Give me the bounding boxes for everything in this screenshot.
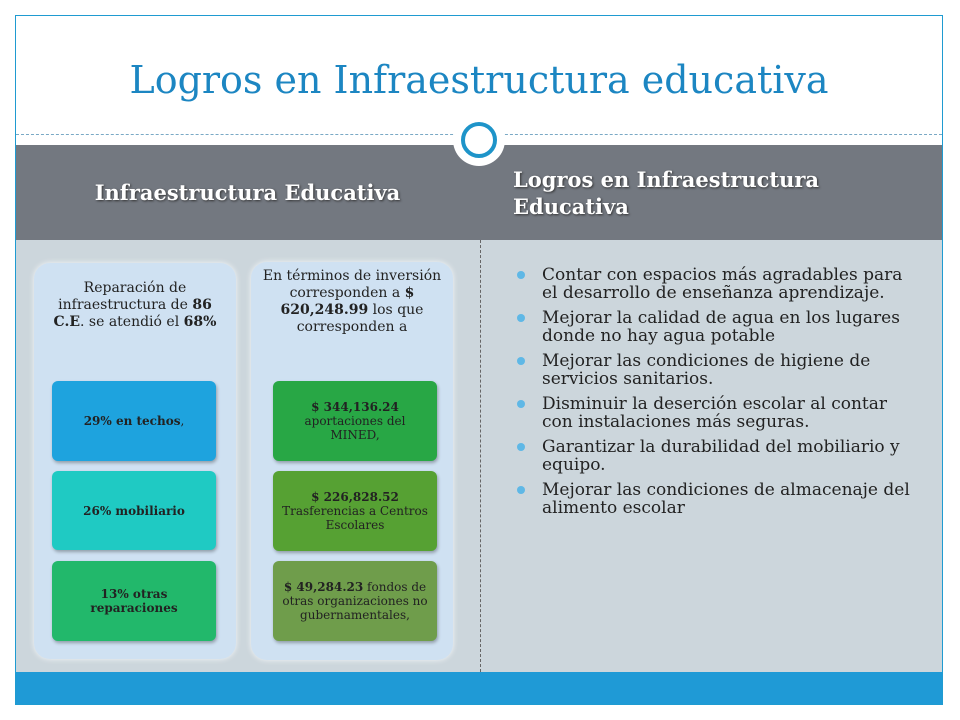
repair-item-label: 29% en techos: [83, 414, 181, 428]
investment-item-desc: Trasferencias a Centros Escolares: [282, 504, 428, 532]
slide-title: Logros en Infraestructura educativa: [129, 58, 829, 102]
achievement-item: [513, 266, 923, 302]
investment-item-desc: aportaciones del MINED,: [304, 414, 406, 442]
achievement-item: [513, 481, 923, 517]
achievement-item: [513, 438, 923, 474]
bullet-icon: [517, 400, 525, 408]
slide: [15, 15, 943, 705]
bullet-icon: [517, 443, 525, 451]
achievement-item: [513, 395, 923, 431]
left-column-header: Infraestructura Educativa: [94, 180, 401, 205]
investment-summary-text: En términos de inversión corresponden a: [262, 268, 442, 301]
repair-item-furniture: [52, 471, 216, 550]
repair-summary: [42, 280, 228, 331]
achievement-text: Mejorar las condiciones de higiene de servicios sanitarios.: [542, 351, 871, 389]
repair-percent: 68%: [183, 314, 217, 330]
achievements-list: [513, 266, 923, 524]
investment-item-amount: $ 344,136.24: [311, 400, 399, 414]
achievement-text: Contar con espacios más agradables para el desarrollo de enseñanza aprendizaje.: [542, 265, 903, 303]
investment-column: [251, 262, 453, 660]
achievement-item: [513, 352, 923, 388]
right-column-header: Logros en Infraestructura Educativa: [513, 167, 820, 219]
repair-item-label: 13% otras reparaciones: [90, 587, 178, 615]
investment-item-transfers: [273, 471, 437, 551]
bullet-icon: [517, 486, 525, 494]
achievement-item: [513, 309, 923, 345]
achievement-text: Disminuir la deserción escolar al contar con instalaciones más seguras.: [542, 394, 888, 432]
investment-summary-text-2: los que corresponden a: [296, 302, 424, 335]
repair-item-rest: ,: [180, 414, 185, 428]
repair-summary-text-2: . se atendió el: [80, 314, 184, 330]
repair-item-label: 26% mobiliario: [83, 503, 185, 518]
achievement-text: Garantizar la durabilidad del mobiliario y equipo.: [542, 437, 900, 475]
repair-item-other: [52, 561, 216, 641]
investment-item-mined: [273, 381, 437, 461]
repair-item-roofs: [52, 381, 216, 461]
investment-summary: [259, 268, 445, 336]
investment-item-desc: fondos de otras organizaciones no gubernamentales,: [282, 580, 428, 622]
column-divider: [480, 240, 481, 672]
bullet-icon: [517, 314, 525, 322]
bullet-icon: [517, 357, 525, 365]
ring-icon: [461, 122, 497, 158]
investment-item-amount: $ 49,284.23: [283, 580, 364, 594]
repair-column: [34, 263, 236, 659]
repair-summary-text: Reparación de infraestructura de: [58, 280, 193, 313]
achievement-text: Mejorar las condiciones de almacenaje del alimento escolar: [542, 480, 910, 518]
footer-bar: [16, 672, 942, 705]
investment-item-amount: $ 226,828.52: [311, 490, 399, 504]
repair-count: 86 C.E: [53, 297, 212, 330]
achievement-text: Mejorar la calidad de agua en los lugares donde no hay agua potable: [542, 308, 900, 346]
investment-total: $ 620,248.99: [280, 285, 415, 318]
bullet-icon: [517, 271, 525, 279]
investment-item-ngo: [273, 561, 437, 641]
